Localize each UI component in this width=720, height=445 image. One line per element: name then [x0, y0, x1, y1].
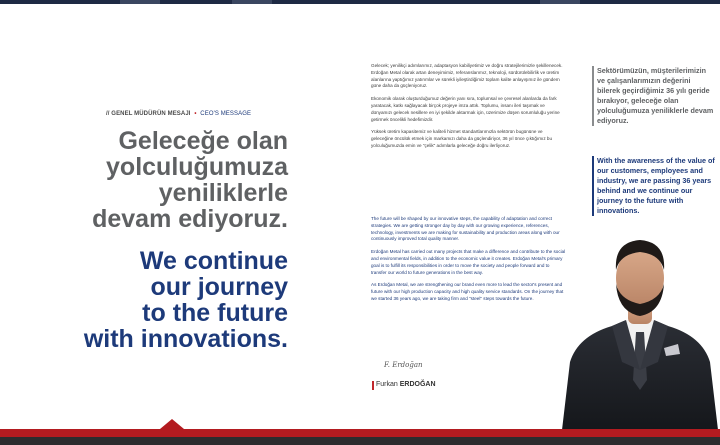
bottom-footer-bar [0, 437, 720, 445]
section-label-tr: // GENEL MÜDÜRÜN MESAJI [106, 111, 191, 117]
signatory-first-name: Furkan [376, 381, 398, 388]
bottom-accent-bar [0, 429, 720, 437]
body-paragraph-en: The future will be shaped by our innovative steps, the capability of adaptation and correct strategies. We are getting stronger day by day with our growing experience, references, technology, investments we are making for sustainability and production areas along with our continuously improved total quality manner. [371, 216, 560, 242]
headline-tr-line: yeniliklerle [158, 179, 288, 207]
headline-en [28, 248, 288, 352]
section-label-separator: • [194, 111, 197, 117]
body-paragraph-en: As Erdoğan Metal, we are strengthening our brand even more to lead the sector's present and future with our high production capacity and high quality service standards. On the journey that we started 36 years ago, we are taking firm and "steel" steps towards the future. [371, 282, 564, 301]
headline-en-line: to the future [142, 299, 288, 327]
top-border-accent [540, 0, 580, 4]
section-label-en: CEO'S MESSAGE [200, 111, 252, 117]
ceo-portrait [556, 220, 720, 430]
handwritten-signature: F. Erdoğan [384, 361, 423, 369]
bottom-notch [160, 419, 184, 429]
body-paragraph-en: Erdoğan Metal has carried out many projects that make a difference and contribute to the social and environmental fields, in addition to the economic value it creates. Erdoğan Metal's primary goal is to fulfill its responsibilities in order to move the society and people forward and to transfer our world to future generations in the best way. [371, 249, 566, 275]
top-border [0, 0, 720, 4]
section-label [106, 111, 251, 117]
top-border-accent [232, 0, 272, 4]
pull-quote-en: With the awareness of the value of our customers, employees and industry, we are passing 36 years behind and we continue our journey to the future with innovations. [592, 156, 715, 216]
body-text-tr [371, 63, 566, 156]
body-paragraph-tr: Gelecek; yenilikçi adımlarımız, adaptasyon kabiliyetimiz ve doğru stratejilerimizle şekillenecek. Erdoğan Metal olarak artan deneyimimiz, referanslarımız, teknoloji, sürdürülebilirlik ve üretim alanlarına yaptığımız yatırımlar ve sürekli iyileştirdiğimiz toplam kalite anlayışımız ile gündem güne daha da güçleniyoruz. [371, 63, 563, 89]
headline-tr-line: devam ediyoruz. [92, 205, 288, 233]
body-text-en [371, 216, 566, 309]
signature-accent-bar [372, 381, 374, 390]
pull-quote-tr: Sektörümüzün, müşterilerimizin ve çalışanlarımızın değerini bilerek geçirdiğimiz 36 yılı geride bırakıyor, geleceğe olan yolculuğumuza yeniliklerle devam ediyoruz. [592, 66, 715, 126]
body-paragraph-tr: Ekonomik olarak oluşturduğumuz değerin yanı sıra, toplumsal ve çevresel alanlarda da fark yaratacak, katkı sağlayacak birçok projeye imza attık. Toplumu, insanı ileri taşımak ve dünyamızı gelecek nesillere en iyi şekilde aktarmak için, üzerimize düşen sorumluluğu yerine getirmek öncelikli hedefimizdir. [371, 96, 560, 122]
headline-tr [28, 128, 288, 232]
headline-en-line: our journey [150, 273, 288, 301]
body-paragraph-tr: Yüksek üretim kapasitemiz ve kaliteli hizmet standartlarımızla sektörün bugününe ve geleceğine öncülük etmek için markamızı daha da güçlendiriyor, 36 yıl önce çıktığımız bu yolculuğumuzda emin ve "çelik" adımlarla geleceğe doğru ilerliyoruz. [371, 129, 553, 148]
signatory-name [376, 381, 436, 388]
signatory-surname: ERDOĞAN [399, 381, 436, 388]
headline-en-line: with innovations. [83, 325, 288, 353]
top-border-accent [120, 0, 160, 4]
headline-en-line: We continue [139, 247, 288, 275]
headline-tr-line: Geleceğe olan [118, 127, 288, 155]
headline-tr-line: yolculuğumuza [106, 153, 288, 181]
